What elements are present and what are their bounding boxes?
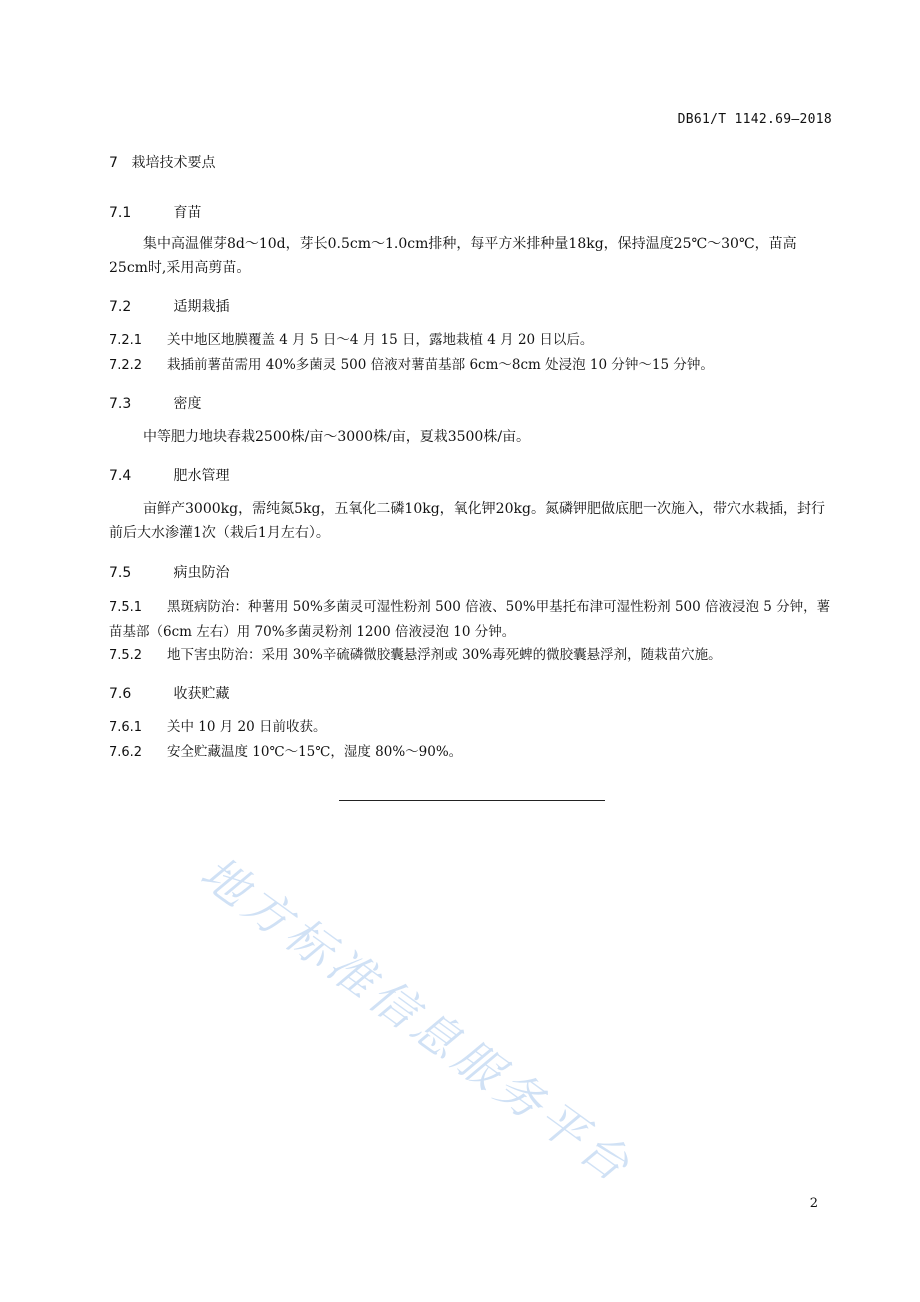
heading-number: 7.5 (109, 565, 132, 581)
clause-7-5-2 (109, 643, 831, 668)
heading-title: 育苗 (173, 205, 202, 221)
heading-title: 密度 (173, 396, 202, 412)
section-heading-7 (109, 152, 215, 172)
heading-7-3 (109, 393, 201, 413)
clause-number: 7.2.2 (109, 358, 143, 373)
standard-code: DB61/T 1142.69—2018 (677, 112, 832, 127)
heading-7-2 (109, 296, 229, 316)
clause-text: 关中地区地膜覆盖 4 月 5 日～4 月 15 日，露地栽植 4 月 20 日以后。 (167, 332, 594, 348)
heading-number: 7.1 (109, 205, 132, 221)
clause-number: 7.5.1 (109, 600, 143, 615)
heading-7-5 (109, 562, 229, 582)
clause-number: 7.5.2 (109, 648, 143, 663)
clause-number: 7.2.1 (109, 333, 143, 348)
clause-text: 关中 10 月 20 日前收获。 (167, 719, 327, 735)
clause-7-6-1 (109, 715, 831, 740)
section-title: 栽培技术要点 (131, 155, 216, 171)
heading-7-4 (109, 465, 229, 485)
heading-number: 7.6 (109, 686, 132, 702)
clause-7-2-1 (109, 328, 831, 353)
clause-text: 黑斑病防治：种薯用 50%多菌灵可湿性粉剂 500 倍液、50%甲基托布津可湿性粉剂 500 倍液浸泡 5 分钟，薯苗基部（6cm 左右）用 70%多菌灵粉剂 1200 倍液浸泡 10 分钟。 (109, 599, 831, 640)
clause-text: 地下害虫防治：采用 30%辛硫磷微胶囊悬浮剂或 30%毒死蜱的微胶囊悬浮剂，随栽苗穴施。 (167, 647, 722, 663)
clause-7-6-2 (109, 740, 831, 765)
heading-title: 收获贮藏 (173, 686, 230, 702)
end-of-text-rule (339, 800, 605, 801)
page-number: 2 (809, 1196, 818, 1211)
clause-text: 安全贮藏温度 10℃～15℃，湿度 80%～90%。 (167, 744, 463, 760)
paragraph-7-4: 亩鲜产3000kg，需纯氮5kg，五氧化二磷10kg，氧化钾20kg。氮磷钾肥做底肥一次施入，带穴水栽插，封行前后大水渗灌1次（栽后1月左右）。 (109, 501, 825, 541)
heading-7-6 (109, 683, 229, 703)
heading-title: 适期栽插 (173, 299, 230, 315)
clause-7-2-2 (109, 353, 831, 378)
clause-number: 7.6.2 (109, 745, 143, 760)
clause-text: 栽插前薯苗需用 40%多菌灵 500 倍液对薯苗基部 6cm～8cm 处浸泡 10 分钟～15 分钟。 (167, 357, 714, 373)
clause-7-5-1 (109, 595, 831, 644)
paragraph-7-1: 集中高温催芽8d～10d，芽长0.5cm～1.0cm排种，每平方米排种量18kg，保持温度25℃～30℃，苗高25cm时,采用高剪苗。 (109, 236, 797, 276)
heading-7-1 (109, 202, 201, 222)
heading-title: 肥水管理 (173, 468, 230, 484)
heading-title: 病虫防治 (173, 565, 230, 581)
paragraph-7-3: 中等肥力地块春栽2500株/亩～3000株/亩，夏栽3500株/亩。 (143, 429, 531, 445)
section-number: 7 (109, 155, 118, 171)
clause-number: 7.6.1 (109, 720, 143, 735)
heading-number: 7.2 (109, 299, 132, 315)
heading-number: 7.4 (109, 468, 132, 484)
heading-number: 7.3 (109, 396, 132, 412)
watermark: 地方标准信息服务平台 (190, 845, 644, 1195)
